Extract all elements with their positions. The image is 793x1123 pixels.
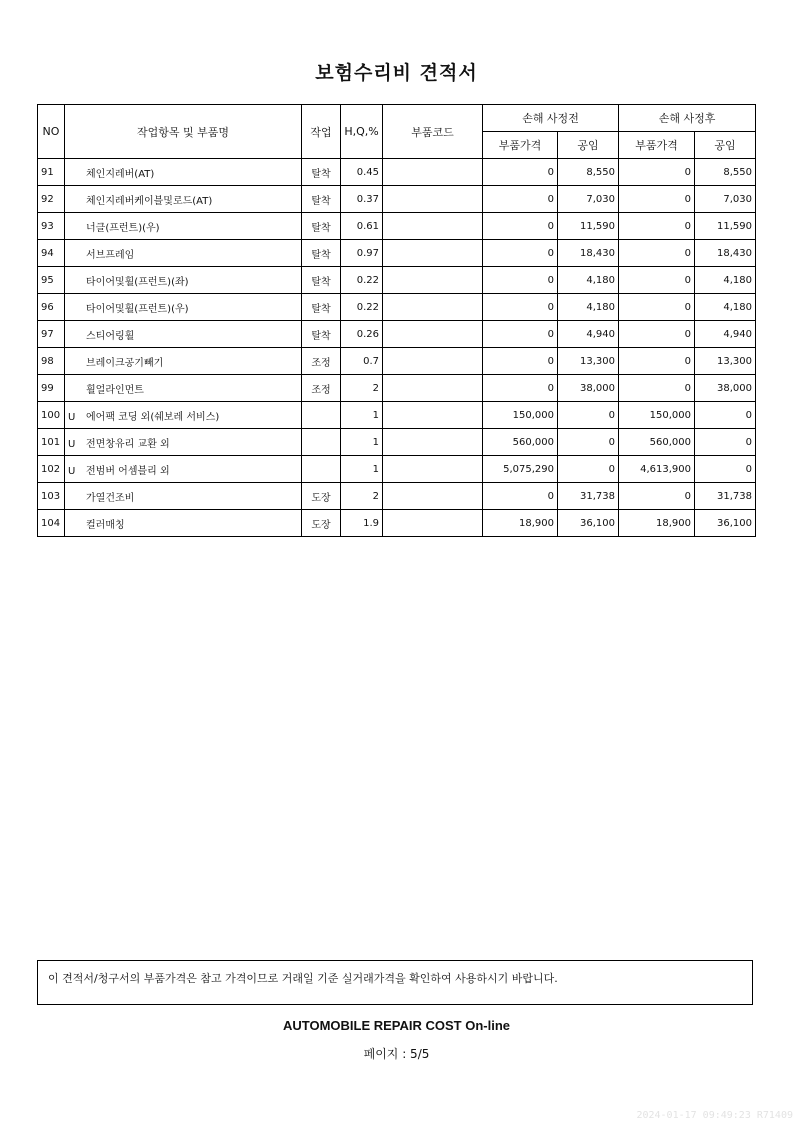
header-before-labor: 공임 <box>558 132 619 159</box>
row-after-labor: 4,940 <box>695 321 756 348</box>
row-hq: 0.97 <box>341 240 383 267</box>
row-work-type: 탈착 <box>302 321 341 348</box>
header-after-assessment: 손해 사정후 <box>619 105 756 132</box>
row-hq: 0.26 <box>341 321 383 348</box>
row-after-part-price: 0 <box>619 348 695 375</box>
table-row <box>38 159 756 186</box>
row-part-code <box>383 375 483 402</box>
row-part-code <box>383 213 483 240</box>
row-before-part-price: 560,000 <box>483 429 558 456</box>
row-item-name <box>65 456 302 483</box>
row-after-labor: 38,000 <box>695 375 756 402</box>
row-before-part-price: 18,900 <box>483 510 558 537</box>
table-row <box>38 429 756 456</box>
row-after-part-price: 0 <box>619 213 695 240</box>
row-item-label: 전범버 어셈블리 외 <box>86 465 170 477</box>
row-after-part-price: 0 <box>619 483 695 510</box>
estimate-table <box>37 104 756 537</box>
row-item-label: 가열건조비 <box>86 492 135 504</box>
row-work-type: 탈착 <box>302 186 341 213</box>
row-after-part-price: 560,000 <box>619 429 695 456</box>
row-after-labor: 8,550 <box>695 159 756 186</box>
row-hq: 1 <box>341 456 383 483</box>
print-timestamp: 2024-01-17 09:49:23 R71409 <box>636 1110 793 1121</box>
table-row <box>38 294 756 321</box>
row-item-name <box>65 294 302 321</box>
row-after-part-price: 0 <box>619 267 695 294</box>
table-row <box>38 240 756 267</box>
row-hq: 2 <box>341 375 383 402</box>
row-part-code <box>383 483 483 510</box>
row-before-labor: 4,180 <box>558 294 619 321</box>
table-row <box>38 456 756 483</box>
row-item-label: 브레이크공기빼기 <box>86 357 164 369</box>
row-before-part-price: 0 <box>483 483 558 510</box>
table-row <box>38 510 756 537</box>
row-part-code <box>383 294 483 321</box>
row-before-labor: 8,550 <box>558 159 619 186</box>
row-after-labor: 0 <box>695 456 756 483</box>
row-work-type: 조정 <box>302 348 341 375</box>
row-item-label: 타이어및휠(프런트)(좌) <box>86 276 189 288</box>
estimate-rows <box>38 159 756 537</box>
notice-box <box>37 960 753 1005</box>
row-item-label: 전면창유리 교환 외 <box>86 438 170 450</box>
table-row <box>38 321 756 348</box>
row-item-label: 체인지레버(AT) <box>86 168 155 180</box>
row-item-name <box>65 240 302 267</box>
row-item-label: 휠얼라인먼트 <box>86 384 144 396</box>
row-part-code <box>383 510 483 537</box>
row-after-part-price: 0 <box>619 159 695 186</box>
row-before-part-price: 0 <box>483 240 558 267</box>
table-row <box>38 267 756 294</box>
row-item-name <box>65 375 302 402</box>
row-before-labor: 11,590 <box>558 213 619 240</box>
header-work: 작업 <box>302 105 341 159</box>
header-hq: H,Q,% <box>341 105 383 159</box>
row-no: 97 <box>38 321 65 348</box>
row-after-labor: 7,030 <box>695 186 756 213</box>
row-before-part-price: 0 <box>483 186 558 213</box>
table-row <box>38 375 756 402</box>
row-item-name <box>65 267 302 294</box>
notice-text: 이 견적서/청구서의 부품가격은 참고 가격이므로 거래일 기준 실거래가격을 확인하여 사용하시기 바랍니다. <box>48 972 558 985</box>
row-after-labor: 11,590 <box>695 213 756 240</box>
row-no: 93 <box>38 213 65 240</box>
row-before-labor: 36,100 <box>558 510 619 537</box>
row-after-labor: 0 <box>695 429 756 456</box>
row-before-labor: 13,300 <box>558 348 619 375</box>
row-after-part-price: 150,000 <box>619 402 695 429</box>
row-before-labor: 18,430 <box>558 240 619 267</box>
row-item-name <box>65 213 302 240</box>
header-part-code: 부품코드 <box>383 105 483 159</box>
row-before-labor: 31,738 <box>558 483 619 510</box>
row-no: 98 <box>38 348 65 375</box>
header-after-part-price: 부품가격 <box>619 132 695 159</box>
row-item-name <box>65 483 302 510</box>
row-work-type: 도장 <box>302 483 341 510</box>
row-work-type: 도장 <box>302 510 341 537</box>
row-after-labor: 4,180 <box>695 294 756 321</box>
row-flag: U <box>68 438 76 450</box>
row-item-label: 타이어및휠(프런트)(우) <box>86 303 189 315</box>
row-before-labor: 0 <box>558 402 619 429</box>
row-before-part-price: 0 <box>483 321 558 348</box>
row-hq: 1.9 <box>341 510 383 537</box>
row-work-type <box>302 429 341 456</box>
row-item-name <box>65 186 302 213</box>
row-before-labor: 4,180 <box>558 267 619 294</box>
row-no: 96 <box>38 294 65 321</box>
row-item-label: 너클(프런트)(우) <box>86 222 160 234</box>
table-row <box>38 186 756 213</box>
table-row <box>38 402 756 429</box>
row-after-part-price: 0 <box>619 186 695 213</box>
row-part-code <box>383 159 483 186</box>
header-item: 작업항목 및 부품명 <box>65 105 302 159</box>
row-work-type: 탈착 <box>302 294 341 321</box>
row-after-part-price: 4,613,900 <box>619 456 695 483</box>
row-before-labor: 7,030 <box>558 186 619 213</box>
row-flag: U <box>68 465 76 477</box>
row-part-code <box>383 267 483 294</box>
row-item-name <box>65 348 302 375</box>
row-part-code <box>383 186 483 213</box>
row-no: 101 <box>38 429 65 456</box>
row-after-labor: 0 <box>695 402 756 429</box>
row-before-labor: 38,000 <box>558 375 619 402</box>
row-work-type <box>302 402 341 429</box>
row-part-code <box>383 321 483 348</box>
row-after-part-price: 0 <box>619 321 695 348</box>
row-hq: 1 <box>341 429 383 456</box>
row-before-part-price: 0 <box>483 267 558 294</box>
row-before-labor: 0 <box>558 429 619 456</box>
header-before-part-price: 부품가격 <box>483 132 558 159</box>
row-work-type: 탈착 <box>302 267 341 294</box>
footer-brand: AUTOMOBILE REPAIR COST On-line <box>282 1018 511 1033</box>
row-after-part-price: 0 <box>619 294 695 321</box>
row-before-labor: 0 <box>558 456 619 483</box>
document-title: 보험수리비 견적서 <box>315 62 478 84</box>
table-row <box>38 213 756 240</box>
row-item-name <box>65 321 302 348</box>
row-item-name <box>65 510 302 537</box>
row-before-part-price: 0 <box>483 294 558 321</box>
row-no: 102 <box>38 456 65 483</box>
row-hq: 0.7 <box>341 348 383 375</box>
table-row <box>38 348 756 375</box>
row-hq: 0.22 <box>341 267 383 294</box>
row-no: 94 <box>38 240 65 267</box>
row-work-type: 탈착 <box>302 240 341 267</box>
row-hq: 2 <box>341 483 383 510</box>
row-part-code <box>383 456 483 483</box>
row-hq: 0.61 <box>341 213 383 240</box>
row-item-name <box>65 159 302 186</box>
row-before-part-price: 5,075,290 <box>483 456 558 483</box>
row-item-name <box>65 429 302 456</box>
row-after-part-price: 0 <box>619 240 695 267</box>
row-before-part-price: 0 <box>483 375 558 402</box>
row-no: 100 <box>38 402 65 429</box>
row-item-label: 스티어링휠 <box>86 330 135 342</box>
row-item-name <box>65 402 302 429</box>
row-after-labor: 18,430 <box>695 240 756 267</box>
row-hq: 0.37 <box>341 186 383 213</box>
row-part-code <box>383 402 483 429</box>
row-after-part-price: 18,900 <box>619 510 695 537</box>
header-after-labor: 공임 <box>695 132 756 159</box>
row-hq: 0.45 <box>341 159 383 186</box>
row-item-label: 체인지레버케이블및로드(AT) <box>86 195 213 207</box>
row-before-part-price: 0 <box>483 348 558 375</box>
row-no: 91 <box>38 159 65 186</box>
page-number: 페이지 : 5/5 <box>363 1047 430 1061</box>
row-hq: 1 <box>341 402 383 429</box>
header-no: NO <box>38 105 65 159</box>
row-before-part-price: 0 <box>483 159 558 186</box>
row-part-code <box>383 348 483 375</box>
table-row <box>38 483 756 510</box>
row-after-labor: 36,100 <box>695 510 756 537</box>
row-no: 92 <box>38 186 65 213</box>
row-no: 99 <box>38 375 65 402</box>
header-before-assessment: 손해 사정전 <box>483 105 619 132</box>
row-after-labor: 4,180 <box>695 267 756 294</box>
row-no: 95 <box>38 267 65 294</box>
row-item-label: 서브프레임 <box>86 249 135 261</box>
row-item-label: 에어팩 코딩 외(쉐보레 서비스) <box>86 411 220 423</box>
row-part-code <box>383 240 483 267</box>
row-no: 103 <box>38 483 65 510</box>
row-part-code <box>383 429 483 456</box>
row-after-labor: 31,738 <box>695 483 756 510</box>
row-work-type: 탈착 <box>302 159 341 186</box>
row-before-labor: 4,940 <box>558 321 619 348</box>
row-after-labor: 13,300 <box>695 348 756 375</box>
row-hq: 0.22 <box>341 294 383 321</box>
row-item-label: 컬러매칭 <box>86 519 125 531</box>
row-after-part-price: 0 <box>619 375 695 402</box>
row-before-part-price: 0 <box>483 213 558 240</box>
row-work-type: 조정 <box>302 375 341 402</box>
row-before-part-price: 150,000 <box>483 402 558 429</box>
row-work-type <box>302 456 341 483</box>
row-no: 104 <box>38 510 65 537</box>
row-work-type: 탈착 <box>302 213 341 240</box>
row-flag: U <box>68 411 76 423</box>
